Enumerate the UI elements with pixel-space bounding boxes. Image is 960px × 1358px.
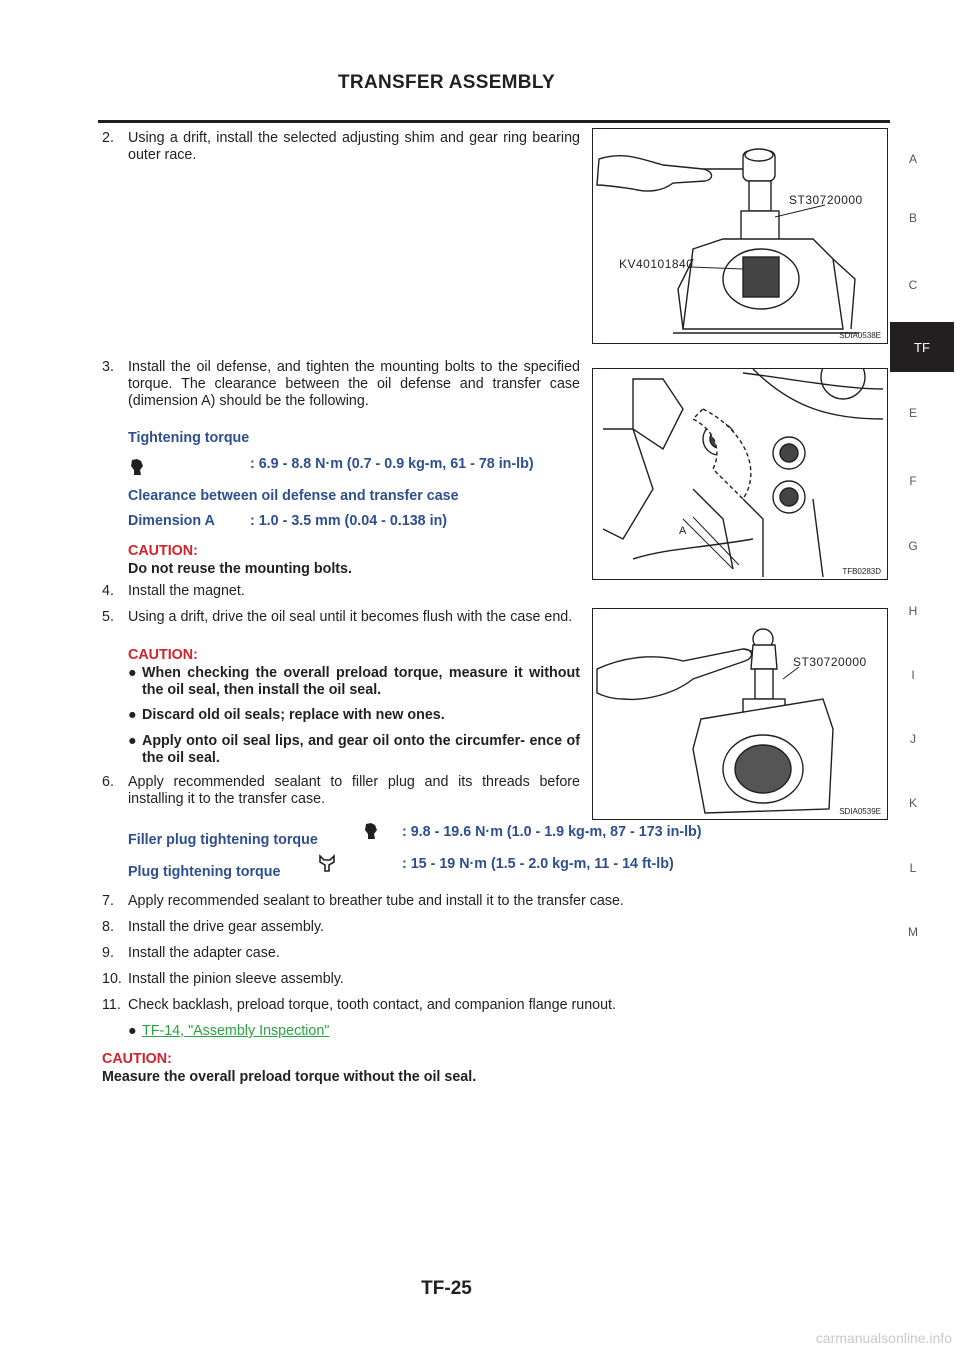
sidebar-letter-b[interactable]: B xyxy=(908,211,917,225)
step-text: Install the drive gear assembly. xyxy=(128,919,325,935)
torque-wrench-icon xyxy=(318,854,336,872)
step-number: 8. xyxy=(102,919,114,935)
step-number: 10. xyxy=(102,971,122,987)
sidebar-letter-k[interactable]: K xyxy=(908,796,917,810)
figure-oil-defense xyxy=(592,368,888,580)
step-number: 2. xyxy=(102,130,114,146)
step-text: Install the magnet. xyxy=(128,583,245,599)
filler-plug-torque-label: Filler plug tightening torque xyxy=(128,832,318,848)
illustration-drift xyxy=(593,129,887,343)
title-divider xyxy=(98,120,890,123)
page-title: TRANSFER ASSEMBLY xyxy=(338,72,555,93)
step-text: Install the pinion sleeve assembly. xyxy=(128,971,344,987)
watermark: carmanualsonline.info xyxy=(815,1330,952,1346)
step-text: Apply recommended sealant to filler plug and its threads before installing it to the transfer case. xyxy=(128,774,580,807)
figure-code: TFB0283D xyxy=(842,567,881,576)
step-text: Check backlash, preload torque, tooth contact, and companion flange runout. xyxy=(128,997,616,1013)
sidebar-letter-a[interactable]: A xyxy=(908,152,917,166)
section-sidebar xyxy=(890,0,960,1358)
step-text: Using a drift, drive the oil seal until it becomes flush with the case end. xyxy=(128,609,573,625)
dimension-value: : 1.0 - 3.5 mm (0.04 - 0.138 in) xyxy=(250,513,448,529)
step-number: 3. xyxy=(102,359,114,375)
sidebar-letter-l[interactable]: L xyxy=(909,861,917,875)
sidebar-letter-i[interactable]: I xyxy=(911,668,915,682)
tightening-torque-label: Tightening torque xyxy=(128,430,250,446)
figure-code: SDIA0538E xyxy=(839,331,881,340)
plug-torque-label: Plug tightening torque xyxy=(128,864,281,880)
bullet-icon: ● xyxy=(128,1023,137,1039)
caution-label: CAUTION: xyxy=(128,543,198,559)
illustration-oil-defense xyxy=(593,369,887,579)
sidebar-letter-e[interactable]: E xyxy=(908,406,917,420)
figure-code: SDIA0539E xyxy=(839,807,881,816)
sidebar-letter-c[interactable]: C xyxy=(908,278,918,292)
figure-label-tool: ST30720000 xyxy=(793,655,867,669)
illustration-oil-seal xyxy=(593,609,887,819)
sidebar-tab-tf[interactable]: TF xyxy=(890,322,954,372)
step-text: Apply recommended sealant to breather tube and install it to the transfer case. xyxy=(128,893,624,909)
torque-wrench-icon xyxy=(362,822,380,840)
step-number: 5. xyxy=(102,609,114,625)
assembly-inspection-link[interactable]: TF-14, "Assembly Inspection" xyxy=(142,1023,330,1039)
sidebar-letter-h[interactable]: H xyxy=(908,604,918,618)
caution-label: CAUTION: xyxy=(128,647,198,663)
step-number: 11. xyxy=(102,997,121,1013)
bullet-icon: ● xyxy=(128,665,137,681)
step-text: Install the adapter case. xyxy=(128,945,280,961)
sidebar-letter-g[interactable]: G xyxy=(908,539,918,553)
plug-torque-value: : 15 - 19 N·m (1.5 - 2.0 kg-m, 11 - 14 ft-lb) xyxy=(402,856,674,872)
caution-text: Do not reuse the mounting bolts. xyxy=(128,561,352,577)
filler-plug-torque-value: : 9.8 - 19.6 N·m (1.0 - 1.9 kg-m, 87 - 173 in-lb) xyxy=(402,824,702,840)
clearance-label: Clearance between oil defense and transfer case xyxy=(128,488,459,504)
step-number: 9. xyxy=(102,945,114,961)
figure-drift-install-race xyxy=(592,128,888,344)
page-number: TF-25 xyxy=(421,1278,472,1299)
sidebar-letter-m[interactable]: M xyxy=(908,925,918,939)
step-number: 6. xyxy=(102,774,114,790)
step-number: 7. xyxy=(102,893,114,909)
figure-oil-seal-install xyxy=(592,608,888,820)
bullet-icon: ● xyxy=(128,733,137,749)
figure-label-tool: ST30720000 xyxy=(789,193,863,207)
step-text: Install the oil defense, and tighten the mounting bolts to the specified torque. The clearance between the oil defense and transfer case (dimension A) should be the following. xyxy=(128,359,580,409)
step-text: Using a drift, install the selected adjusting shim and gear ring bearing outer race. xyxy=(128,130,580,163)
caution-text: Measure the overall preload torque without the oil seal. xyxy=(102,1069,477,1085)
figure-label-dimension: A xyxy=(679,525,687,537)
tightening-torque-value: : 6.9 - 8.8 N·m (0.7 - 0.9 kg-m, 61 - 78 in-lb) xyxy=(250,456,534,472)
torque-wrench-icon xyxy=(128,458,146,476)
sidebar-letter-f[interactable]: F xyxy=(909,474,917,488)
sidebar-letter-j[interactable]: J xyxy=(910,732,916,746)
caution-label: CAUTION: xyxy=(102,1051,172,1067)
bullet-icon: ● xyxy=(128,707,137,723)
figure-label-tool: KV40101840 xyxy=(619,257,694,271)
step-number: 4. xyxy=(102,583,114,599)
dimension-label: Dimension A xyxy=(128,513,215,529)
